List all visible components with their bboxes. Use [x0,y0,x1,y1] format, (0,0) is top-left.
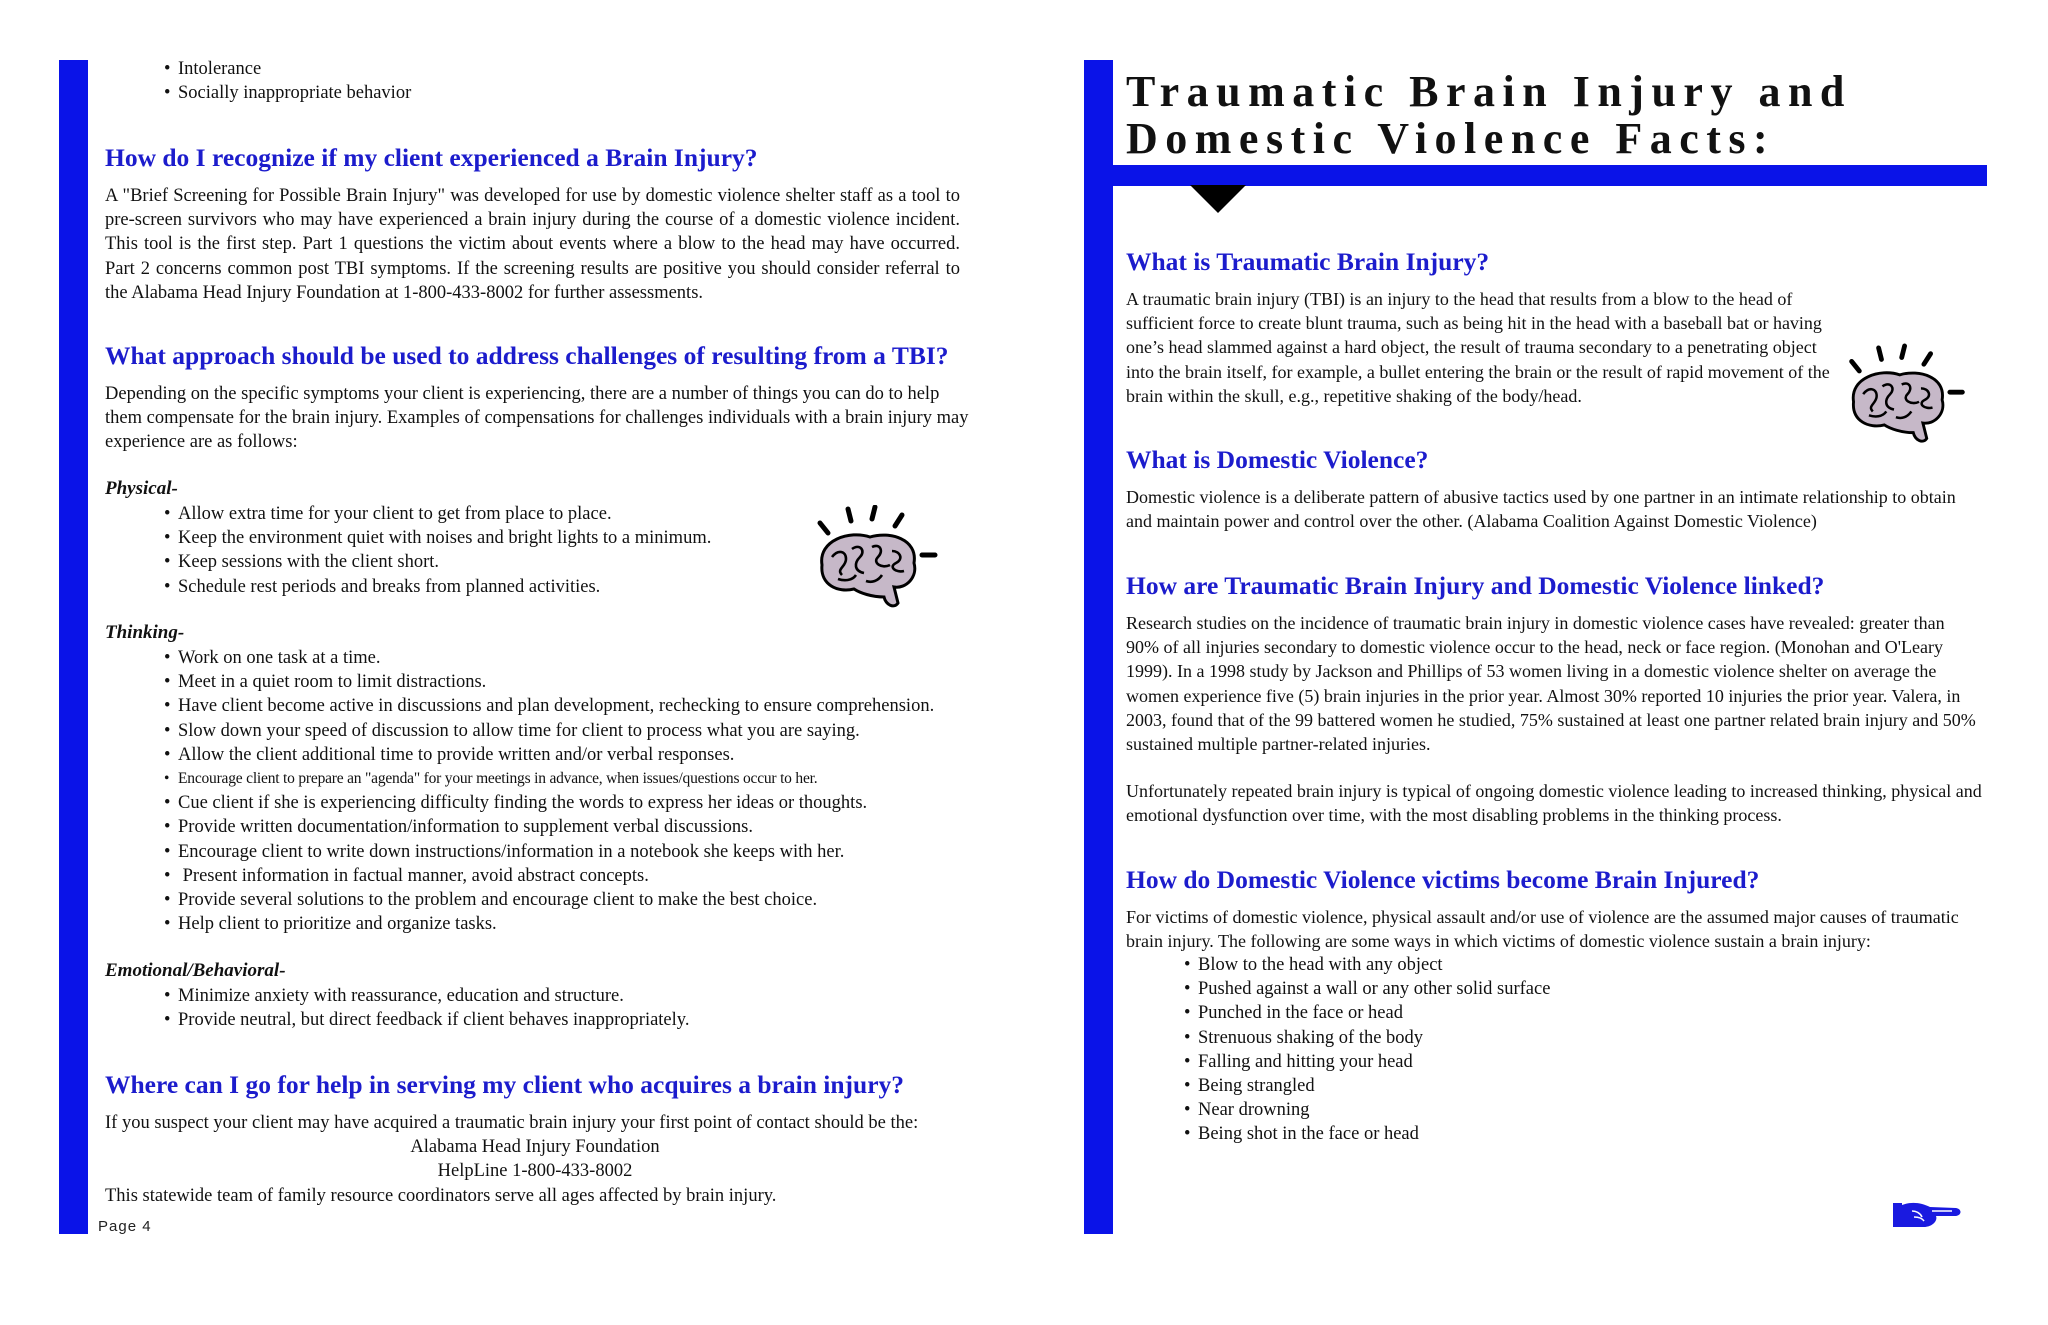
list-item: • Meet in a quiet room to limit distractions. [164,670,934,694]
list-item: • Present information in factual manner, avoid abstract concepts. [164,864,934,888]
right-page-vertical-bar [1084,60,1113,1234]
down-pointer-triangle [1190,185,1246,213]
list-item: • Cue client if she is experiencing difficulty finding the words to express her ideas or thoughts. [164,791,934,815]
victims-paragraph: For victims of domestic violence, physical assault and/or use of violence are the assumed major causes of traumatic brain injury. The following are some ways in which victims of domestic violence sustain a brain injury: [1126,907,1959,952]
list-item: • Keep sessions with the client short. [164,550,711,574]
list-item: • Provide several solutions to the problem and encourage client to make the best choice. [164,888,934,912]
page-title-line-2: Domestic Violence Facts: [1126,114,1776,163]
list-item: • Allow the client additional time to provide written and/or verbal responses. [164,743,934,767]
list-item: • Work on one task at a time. [164,646,934,670]
help-org: Alabama Head Injury Foundation [410,1137,660,1158]
list-item: • Socially inappropriate behavior [164,81,411,105]
list-item: • Provide written documentation/information to supplement verbal discussions. [164,815,934,839]
list-item: • Help client to prioritize and organize tasks. [164,912,934,936]
page-number: Page 4 [98,1218,152,1235]
list-item: • Schedule rest periods and breaks from planned activities. [164,575,711,599]
list-item: • Strenuous shaking of the body [1184,1026,1550,1050]
linked-paragraph-2: Unfortunately repeated brain injury is typical of ongoing domestic violence leading to increased thinking, physical and emotional dysfunction over time, with the most disabling problems in the thinking process. [1126,781,1982,826]
pointing-hand-icon [1892,1199,1962,1231]
list-item: • Being shot in the face or head [1184,1122,1550,1146]
emotional-list [164,984,689,1032]
linked-heading: How are Traumatic Brain Injury and Domestic Violence linked? [1126,571,1825,600]
list-item: • Provide neutral, but direct feedback if client behaves inappropriately. [164,1008,689,1032]
page-title [1126,68,1852,162]
physical-label: Physical- [105,478,178,499]
approach-heading: What approach should be used to address challenges of resulting from a TBI? [105,341,949,370]
tbi-paragraph: A traumatic brain injury (TBI) is an injury to the head that results from a blow to the head of sufficient force to create blunt trauma, such as being hit in the head with a baseball bat or having one’s head slammed against a hard object, the result of trauma secondary to a penetrating object into the brain itself, for example, a bullet entering the brain or the result of rapid movement of the brain within the skull, e.g., repetitive shaking of the body/head. [1126,289,1830,406]
list-item: • Falling and hitting your head [1184,1050,1550,1074]
list-item: • Being strangled [1184,1074,1550,1098]
physical-list [164,502,711,599]
list-item: • Minimize anxiety with reassurance, education and structure. [164,984,689,1008]
list-item: • Encourage client to prepare an "agenda" for your meetings in advance, when issues/questions occur to her. [164,767,934,791]
recognize-heading: How do I recognize if my client experienced a Brain Injury? [105,143,758,172]
left-page-vertical-bar [59,60,88,1234]
list-item: • Blow to the head with any object [1184,953,1550,977]
list-item: • Near drowning [1184,1098,1550,1122]
dv-paragraph: Domestic violence is a deliberate pattern of abusive tactics used by one partner in an intimate relationship to obtain and maintain power and control over the other. (Alabama Coalition Against Domestic Violence) [1126,487,1956,532]
tbi-section [1126,287,1972,452]
help-heading: Where can I go for help in serving my client who acquires a brain injury? [105,1070,905,1099]
list-item: • Intolerance [164,57,411,81]
recognize-paragraph: A "Brief Screening for Possible Brain Injury" was developed for use by domestic violence shelter staff as a tool to pre-screen survivors who may have experienced a brain injury during the course of a domestic violence incident. This tool is the first step. Part 1 questions the victim about events where a blow to the head may have occurred. Part 2 concerns common post TBI symptoms. If the screening results are positive you should consider referral to the Alabama Head Injury Foundation at 1-800-433-8002 for further assessments. [105,186,960,303]
approach-paragraph: Depending on the specific symptoms your client is experiencing, there are a number of things you can do to help them compensate for the brain injury. Examples of compensations for challenges individuals with a brain injury may experience are as follows: [105,384,969,453]
page-title-line-1: Traumatic Brain Injury and [1126,67,1852,116]
linked-paragraph-1: Research studies on the incidence of traumatic brain injury in domestic violence cases have revealed: greater than 90% of all injuries secondary to domestic violence occur to the head, neck or face region. (Monohan and O'Leary 1999). In a 1998 study by Jackson and Phillips of 53 women living in a domestic violence shelter on average the women experience five (5) brain injuries in the prior year. Almost 30% reported 10 injuries the prior year. Valera, in 2003, found that of the 99 battered women he studied, 75% sustained at least one partner related brain injury and 50% sustained multiple partner-related injuries. [1126,613,1976,755]
help-intro: If you suspect your client may have acquired a traumatic brain injury your first point of contact should be the: [105,1113,919,1133]
tbi-heading: What is Traumatic Brain Injury? [1126,247,1490,276]
list-item: • Slow down your speed of discussion to allow time for client to process what you are saying. [164,719,934,743]
brain-icon [1842,342,1972,452]
list-item: • Have client become active in discussions and plan development, rechecking to ensure comprehension. [164,694,934,718]
list-item: • Allow extra time for your client to get from place to place. [164,502,711,526]
help-block [105,1111,965,1208]
thinking-label: Thinking- [105,622,185,643]
list-item: • Encourage client to write down instructions/information in a notebook she keeps with her. [164,840,934,864]
list-item: • Pushed against a wall or any other solid surface [1184,977,1550,1001]
victims-list [1184,953,1550,1147]
list-item: • Punched in the face or head [1184,1001,1550,1025]
emotional-label: Emotional/Behavioral- [105,960,286,981]
list-item: • Keep the environment quiet with noises and bright lights to a minimum. [164,526,711,550]
dv-heading: What is Domestic Violence? [1126,445,1429,474]
help-helpline: HelpLine 1-800-433-8002 [437,1161,633,1182]
title-underline-bar [1084,165,1987,186]
thinking-list [164,646,934,936]
top-bullet-list [164,57,411,105]
help-closing: This statewide team of family resource coordinators serve all ages affected by brain injury. [105,1185,777,1206]
brain-icon [810,505,945,615]
victims-heading: How do Domestic Violence victims become Brain Injured? [1126,865,1760,894]
